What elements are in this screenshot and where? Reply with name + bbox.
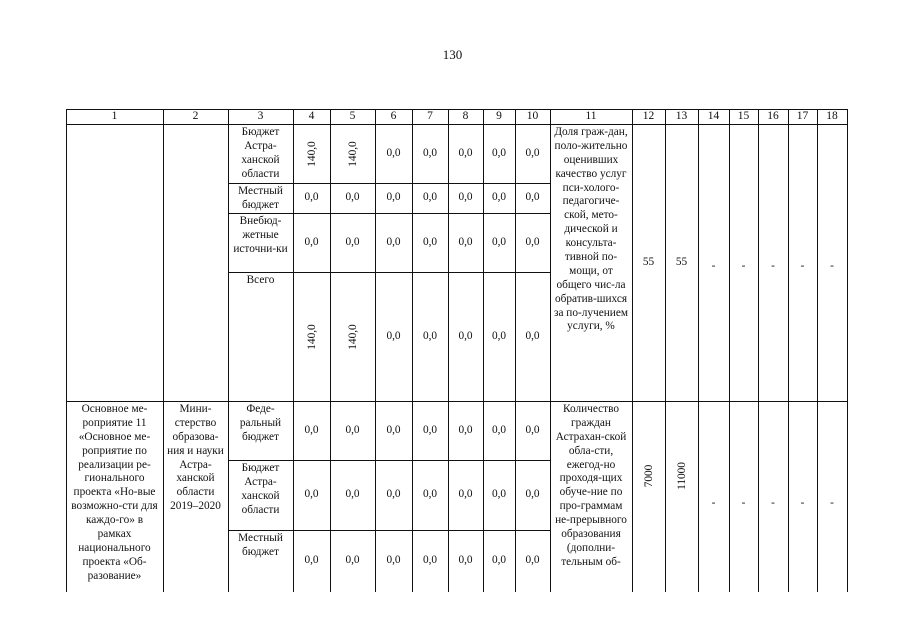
dash-cell: -: [830, 259, 834, 272]
funding-source-label: Феде-ральный бюджет: [239, 403, 282, 443]
funding-value: 0,0: [345, 235, 360, 248]
funding-value: 0,0: [386, 329, 401, 342]
funding-value: 0,0: [525, 329, 540, 342]
grid-line: [847, 109, 848, 592]
dash-cell: -: [771, 496, 775, 509]
funding-source-label: Бюджет Астра-ханской области: [241, 462, 280, 516]
funding-value: 0,0: [386, 554, 401, 567]
funding-value: 0,0: [422, 554, 438, 567]
funding-value: 0,0: [386, 423, 401, 436]
funding-value-rotated: 140,0: [305, 323, 318, 350]
funding-value: 0,0: [491, 488, 507, 501]
funding-value: 0,0: [458, 146, 473, 159]
funding-value: 0,0: [422, 423, 438, 436]
header-cell-11: 11: [585, 110, 597, 123]
funding-value: 0,0: [386, 191, 401, 204]
funding-value: 0,0: [422, 329, 438, 342]
funding-value: 0,0: [491, 235, 507, 248]
indicator-text: Доля граж-дан, поло-жительно оценивших качество услуг пси-холого-педагогиче-ской, мето-дической и консульта-тивной по-мощи, от общего чис-ла обратив-шихся за по-лучением услуги, %: [554, 126, 628, 333]
funding-value: 0,0: [458, 554, 473, 567]
funding-value: 0,0: [525, 191, 540, 204]
funding-value: 0,0: [304, 235, 319, 248]
dash-cell: -: [741, 496, 746, 509]
funding-value: 0,0: [525, 423, 540, 436]
header-cell-14: 14: [707, 110, 720, 123]
funding-source-label: Всего: [246, 274, 275, 286]
funding-value: 0,0: [458, 488, 473, 501]
header-cell-15: 15: [737, 110, 750, 123]
funding-value: 0,0: [304, 191, 319, 204]
dash-cell: -: [800, 259, 805, 272]
funding-source-label: Местный бюджет: [238, 185, 283, 211]
header-cell-4: 4: [308, 110, 315, 123]
funding-value: 0,0: [525, 554, 540, 567]
header-cell-5: 5: [349, 110, 356, 123]
funding-value: 0,0: [345, 488, 360, 501]
funding-value: 0,0: [458, 329, 473, 342]
funding-value: 0,0: [304, 488, 319, 501]
indicator-value-13: 55: [675, 255, 688, 268]
header-cell-8: 8: [462, 110, 469, 123]
indicator-text: Количество граждан Астрахан-ской обла-сти, ежегод-но проходя-щих обуче-ние по про-граммам не-прерывного образования (дополни-тельным об-: [555, 403, 627, 568]
header-cell-16: 16: [767, 110, 779, 123]
funding-value: 0,0: [345, 191, 360, 204]
funding-value: 0,0: [491, 329, 507, 342]
funding-value: 0,0: [422, 191, 438, 204]
dash-cell: -: [711, 259, 716, 272]
funding-value: 0,0: [491, 191, 507, 204]
funding-value-rotated: 140,0: [346, 323, 359, 350]
funding-value: 0,0: [386, 488, 401, 501]
funding-value: 0,0: [345, 423, 360, 436]
header-cell-18: 18: [826, 110, 838, 123]
header-cell-2: 2: [192, 110, 199, 123]
funding-source-label: Местный бюджет: [238, 532, 283, 558]
funding-value-rotated: 140,0: [346, 140, 359, 167]
funding-value: 0,0: [525, 146, 540, 159]
funding-value: 0,0: [422, 146, 438, 159]
funding-value: 0,0: [525, 488, 540, 501]
executor-text: Мини-стерство образова-ния и науки Астра-ханской области 2019–2020: [167, 403, 224, 513]
dash-cell: -: [711, 496, 716, 509]
grid-line: [66, 109, 848, 110]
event-description: Основное ме-роприятие 11 «Основное ме-роприятие по реализации ре-гионального проекта «Но-вые возможно-сти для каждо-го» в рамках национального проекта «Об-разование»: [71, 403, 158, 582]
funding-value: 0,0: [386, 146, 401, 159]
funding-value: 0,0: [458, 235, 473, 248]
dash-cell: -: [830, 496, 834, 509]
indicator-value-13: 11000: [675, 461, 688, 490]
header-cell-1: 1: [111, 110, 118, 123]
funding-source-label: Внебюд-жетные источни-ки: [233, 215, 288, 255]
funding-value: 0,0: [304, 423, 319, 436]
funding-value: 0,0: [458, 423, 473, 436]
dash-cell: -: [800, 496, 805, 509]
dash-cell: -: [771, 259, 775, 272]
header-cell-10: 10: [526, 110, 539, 123]
funding-value: 0,0: [345, 554, 360, 567]
funding-value-rotated: 140,0: [305, 140, 318, 167]
funding-value: 0,0: [491, 146, 507, 159]
header-cell-17: 17: [796, 110, 809, 123]
header-cell-3: 3: [257, 110, 264, 123]
page-number: 130: [442, 47, 463, 62]
header-cell-13: 13: [675, 110, 688, 123]
funding-value: 0,0: [458, 191, 473, 204]
indicator-value-12: 7000: [642, 464, 655, 487]
header-cell-12: 12: [642, 110, 655, 123]
funding-source-label: Бюджет Астра-ханской области: [241, 126, 280, 180]
funding-value: 0,0: [491, 554, 507, 567]
funding-value: 0,0: [525, 235, 540, 248]
header-cell-7: 7: [427, 110, 433, 123]
funding-value: 0,0: [386, 235, 401, 248]
indicator-value-12: 55: [642, 255, 655, 268]
funding-value: 0,0: [491, 423, 507, 436]
header-cell-6: 6: [390, 110, 397, 123]
funding-value: 0,0: [422, 235, 438, 248]
funding-value: 0,0: [304, 554, 319, 567]
dash-cell: -: [741, 259, 746, 272]
funding-value: 0,0: [422, 488, 438, 501]
header-cell-9: 9: [496, 110, 502, 123]
